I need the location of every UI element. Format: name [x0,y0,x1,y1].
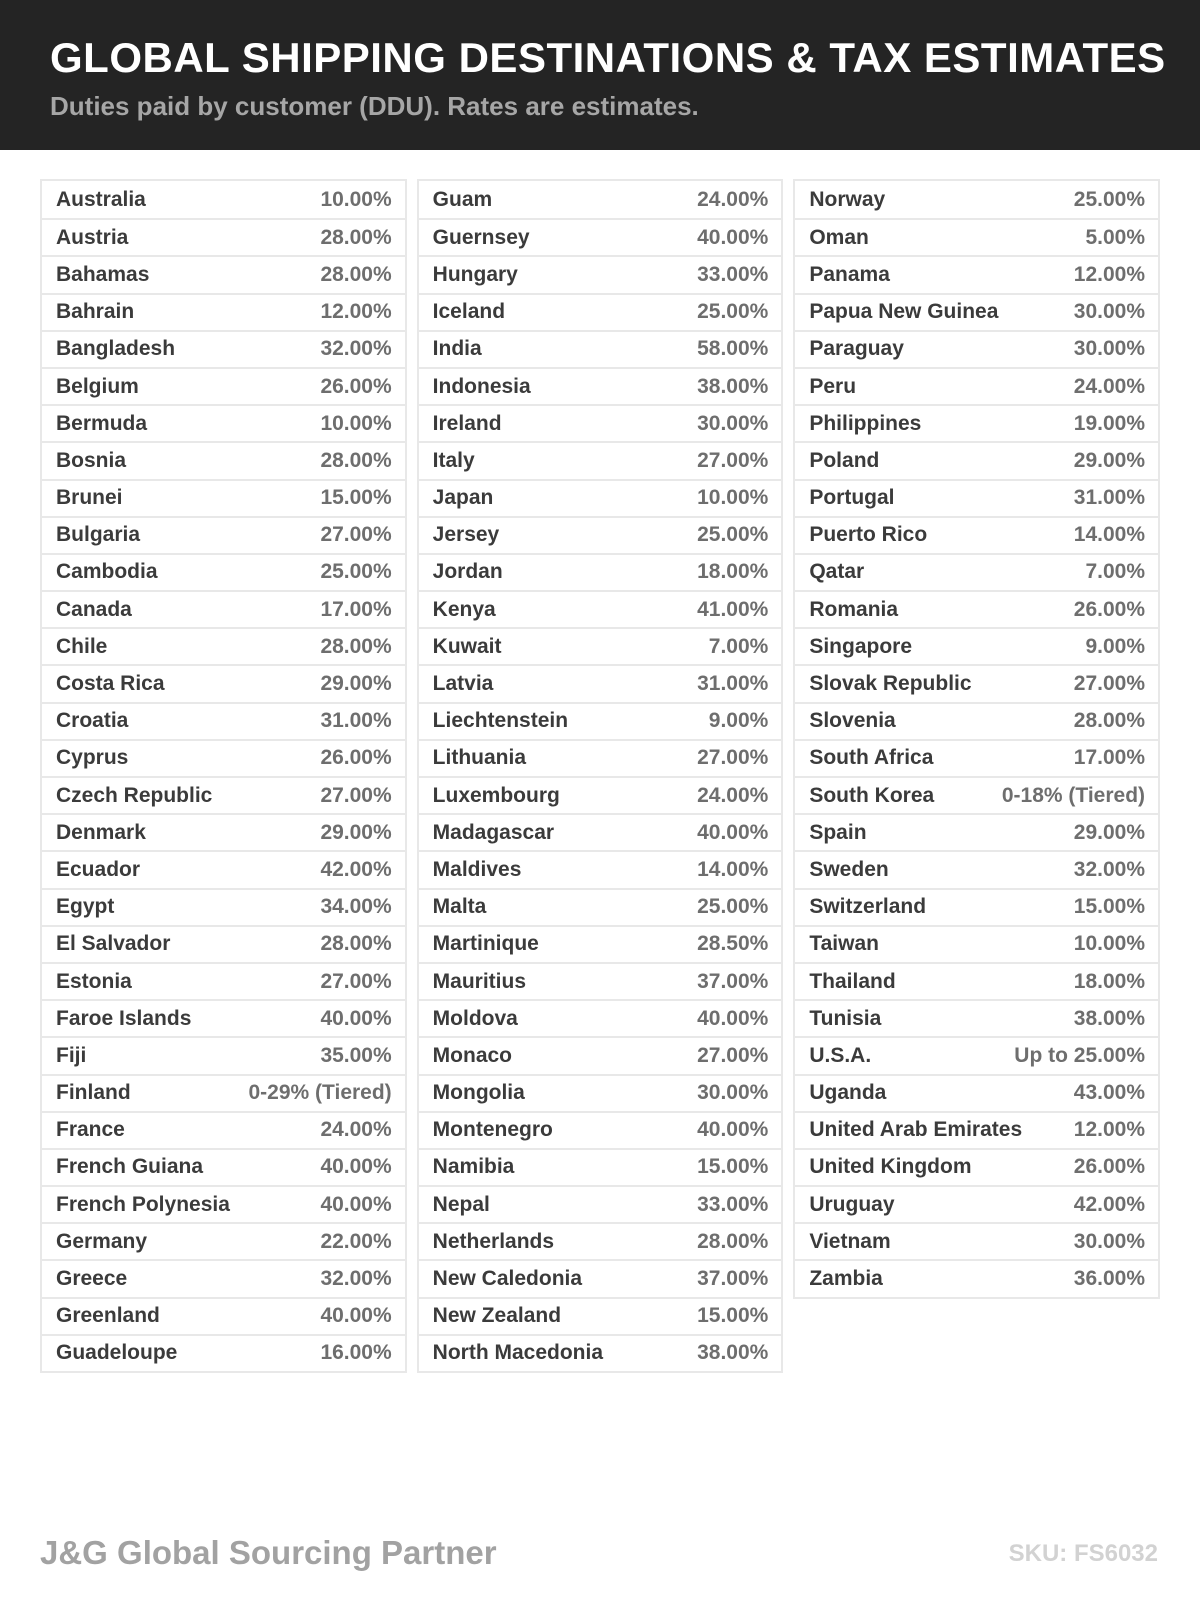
tax-rate-value: 37.00% [697,1267,769,1291]
tax-rate-value: 28.00% [320,634,392,658]
table-row [419,850,782,887]
country-name: Ecuador [56,857,141,881]
tax-rate-value: 32.00% [1073,857,1146,881]
table-row [419,590,782,627]
tax-rate-value: 12.00% [1073,262,1146,286]
table-row [795,776,1158,813]
country-name: Moldova [432,1006,518,1030]
table-row [42,925,405,962]
table-row [419,1111,782,1148]
country-name: Ireland [432,411,502,435]
tax-rate-value: 40.00% [697,225,769,249]
country-name: Bangladesh [56,337,176,361]
page-subtitle: Duties paid by customer (DDU). Rates are estimates. [50,91,699,121]
table-row [419,925,782,962]
tax-rate-value: 29.00% [320,672,392,696]
tax-rate-value: 33.00% [697,262,769,286]
table-row [795,627,1158,664]
table-row [42,1036,405,1073]
tax-rate-value: 32.00% [320,337,392,361]
tax-rate-value: 28.50% [697,932,769,956]
table-row [795,181,1158,218]
tax-rate-value: 28.00% [320,225,392,249]
tax-rate-value: 38.00% [1073,1006,1146,1030]
country-name: Tunisia [809,1006,882,1030]
tax-rate-value: 30.00% [1073,300,1146,324]
table-row [42,664,405,701]
table-row [419,1036,782,1073]
tax-rate-value: 25.00% [320,560,392,584]
table-row [42,181,405,218]
table-row [795,479,1158,516]
tax-rate-value: 28.00% [1073,709,1146,733]
table-row [795,1222,1158,1259]
country-name: French Polynesia [56,1192,230,1216]
country-name: Puerto Rico [809,523,928,547]
tax-rate-value: 38.00% [697,374,769,398]
country-name: Chile [56,634,108,658]
table-row [795,330,1158,367]
tax-rate-value: 30.00% [697,411,769,435]
table-row [795,516,1158,553]
tax-rate-value: 26.00% [320,746,392,770]
table-row [795,1036,1158,1073]
tax-rate-value: 15.00% [697,1304,769,1328]
country-name: Vietnam [809,1229,891,1253]
table-row [42,330,405,367]
table-row [42,1074,405,1111]
country-name: Egypt [56,895,115,919]
table-row [42,1185,405,1222]
page-title: GLOBAL SHIPPING DESTINATIONS & TAX ESTIMATES [50,34,1166,81]
country-name: Greenland [56,1304,160,1328]
table-row [795,850,1158,887]
table-row [419,1334,782,1371]
rates-column-1 [40,179,407,1373]
table-row [795,441,1158,478]
table-row [795,999,1158,1036]
tax-rate-value: Up to 25.00% [1014,1043,1146,1067]
country-name: Monaco [432,1043,513,1067]
table-row [419,181,782,218]
tax-rate-value: 24.00% [697,187,769,211]
tax-rate-value: 27.00% [320,523,392,547]
country-name: Slovenia [809,709,896,733]
table-row [795,739,1158,776]
country-name: Sweden [809,857,889,881]
country-name: Bosnia [56,448,127,472]
table-row [42,1297,405,1334]
country-name: Latvia [432,672,494,696]
tax-rate-value: 10.00% [1073,932,1146,956]
table-row [42,962,405,999]
tax-rate-value: 32.00% [320,1267,392,1291]
tax-rate-value: 26.00% [320,374,392,398]
tax-rate-value: 30.00% [697,1081,769,1105]
country-name: Philippines [809,411,922,435]
tax-rate-value: 9.00% [708,709,769,733]
tax-rate-value: 31.00% [320,709,392,733]
table-row [42,1111,405,1148]
table-row [419,441,782,478]
country-name: Bermuda [56,411,148,435]
table-row [419,1148,782,1185]
country-name: Germany [56,1229,148,1253]
tax-rate-value: 28.00% [320,262,392,286]
tax-rate-value: 38.00% [697,1341,769,1365]
tax-rate-value: 58.00% [697,337,769,361]
country-name: Liechtenstein [432,709,569,733]
tax-rate-value: 35.00% [320,1043,392,1067]
table-row [795,702,1158,739]
country-name: Italy [432,448,475,472]
table-row [42,1148,405,1185]
tax-rate-value: 27.00% [697,448,769,472]
brand-name: J&G Global Sourcing Partner [40,1534,497,1571]
country-name: North Macedonia [432,1341,604,1365]
country-name: Bahrain [56,300,135,324]
table-row [419,739,782,776]
country-name: Martinique [432,932,539,956]
rates-column-3 [793,179,1160,1299]
country-name: Portugal [809,486,895,510]
tax-rate-value: 29.00% [1073,448,1146,472]
tax-rate-value: 18.00% [697,560,769,584]
table-row [419,255,782,292]
country-name: Finland [56,1081,131,1105]
country-name: Austria [56,225,129,249]
country-name: Nepal [432,1192,490,1216]
country-name: French Guiana [56,1155,204,1179]
tax-rate-value: 36.00% [1073,1267,1146,1291]
country-name: Denmark [56,820,146,844]
tax-rate-value: 28.00% [320,932,392,956]
country-name: Peru [809,374,857,398]
country-name: Netherlands [432,1229,555,1253]
country-name: Uganda [809,1081,887,1105]
country-name: Canada [56,597,132,621]
tax-rate-value: 22.00% [320,1229,392,1253]
tax-rate-value: 27.00% [320,783,392,807]
table-row [419,962,782,999]
table-row [42,479,405,516]
tax-rate-value: 10.00% [697,486,769,510]
table-row [419,1222,782,1259]
country-name: Belgium [56,374,139,398]
country-name: Qatar [809,560,865,584]
country-name: Mongolia [432,1081,525,1105]
table-row [795,553,1158,590]
table-row [795,590,1158,627]
table-row [42,404,405,441]
tax-rate-value: 9.00% [1085,634,1146,658]
table-row [419,218,782,255]
country-name: Panama [809,262,890,286]
country-name: South Korea [809,783,935,807]
tax-rate-value: 7.00% [708,634,769,658]
table-row [419,404,782,441]
tax-rate-value: 30.00% [1073,1229,1146,1253]
tax-rate-value: 29.00% [1073,820,1146,844]
table-row [42,218,405,255]
country-name: Oman [809,225,869,249]
tax-rate-value: 34.00% [320,895,392,919]
tax-rate-value: 12.00% [320,300,392,324]
tax-rate-value: 26.00% [1073,597,1146,621]
country-name: Uruguay [809,1192,895,1216]
tax-rate-value: 25.00% [697,300,769,324]
tax-rate-value: 42.00% [320,857,392,881]
table-row [42,813,405,850]
table-row [795,1259,1158,1296]
table-row [795,367,1158,404]
table-row [419,776,782,813]
tax-rate-value: 14.00% [1073,523,1146,547]
country-name: Zambia [809,1267,883,1291]
table-row [42,1334,405,1371]
table-row [42,888,405,925]
tax-rate-value: 5.00% [1085,225,1146,249]
country-name: New Zealand [432,1304,562,1328]
table-row [42,702,405,739]
table-row [419,1259,782,1296]
table-row [795,664,1158,701]
table-row [419,999,782,1036]
country-name: Thailand [809,969,896,993]
country-name: South Africa [809,746,934,770]
country-name: Luxembourg [432,783,560,807]
tax-rate-value: 27.00% [697,746,769,770]
tax-rate-value: 15.00% [697,1155,769,1179]
country-name: Cyprus [56,746,129,770]
tax-rate-value: 27.00% [697,1043,769,1067]
table-row [795,1148,1158,1185]
country-name: Malta [432,895,487,919]
table-row [42,255,405,292]
country-name: Maldives [432,857,522,881]
country-name: Australia [56,187,146,211]
country-name: Taiwan [809,932,879,956]
country-name: Czech Republic [56,783,213,807]
country-name: Romania [809,597,899,621]
country-name: U.S.A. [809,1043,872,1067]
table-row [795,255,1158,292]
country-name: Madagascar [432,820,555,844]
tax-rate-value: 40.00% [697,1118,769,1142]
tax-rate-value: 40.00% [697,1006,769,1030]
table-row [795,1185,1158,1222]
country-name: Slovak Republic [809,672,972,696]
tax-rate-value: 40.00% [320,1006,392,1030]
table-row [42,999,405,1036]
country-name: Mauritius [432,969,527,993]
table-row [419,1074,782,1111]
country-name: Brunei [56,486,123,510]
table-row [42,553,405,590]
tax-rate-value: 24.00% [320,1118,392,1142]
rates-column-2 [417,179,784,1373]
table-row [419,888,782,925]
tax-rate-value: 33.00% [697,1192,769,1216]
country-name: Indonesia [432,374,531,398]
tax-rate-value: 40.00% [320,1192,392,1216]
tax-rate-value: 12.00% [1073,1118,1146,1142]
country-name: United Kingdom [809,1155,972,1179]
table-row [42,516,405,553]
tax-rate-value: 17.00% [1073,746,1146,770]
tax-rate-value: 10.00% [320,411,392,435]
tax-rate-value: 17.00% [320,597,392,621]
country-name: United Arab Emirates [809,1118,1023,1142]
country-name: Guernsey [432,225,530,249]
table-row [42,739,405,776]
tax-rate-value: 31.00% [1073,486,1146,510]
tax-rate-value: 27.00% [1073,672,1146,696]
country-name: Norway [809,187,886,211]
table-row [795,813,1158,850]
country-name: Poland [809,448,880,472]
table-row [795,404,1158,441]
tax-rate-value: 24.00% [1073,374,1146,398]
tax-rate-value: 25.00% [697,523,769,547]
tax-rate-value: 19.00% [1073,411,1146,435]
tax-rate-value: 0-18% (Tiered) [1001,783,1146,807]
country-name: India [432,337,482,361]
tax-rate-value: 25.00% [697,895,769,919]
table-row [42,1259,405,1296]
page-header [0,0,1200,150]
country-name: Cambodia [56,560,158,584]
tax-rate-value: 42.00% [1073,1192,1146,1216]
tax-rate-value: 25.00% [1073,187,1146,211]
country-name: Singapore [809,634,913,658]
country-name: Bulgaria [56,523,141,547]
table-row [795,925,1158,962]
tax-rate-value: 24.00% [697,783,769,807]
table-row [419,330,782,367]
tax-rate-value: 15.00% [1073,895,1146,919]
country-name: Kuwait [432,634,502,658]
tax-rate-value: 16.00% [320,1341,392,1365]
country-name: Guadeloupe [56,1341,178,1365]
table-row [42,293,405,330]
sku-label: SKU: FS6032 [1008,1540,1158,1567]
tax-rate-value: 0-29% (Tiered) [248,1081,392,1105]
table-row [419,516,782,553]
country-name: Japan [432,486,494,510]
tax-rate-value: 29.00% [320,820,392,844]
tax-rate-value: 40.00% [320,1304,392,1328]
tax-rate-value: 31.00% [697,672,769,696]
country-name: El Salvador [56,932,171,956]
page-footer [40,1534,1158,1572]
country-name: Switzerland [809,895,927,919]
tax-rate-value: 26.00% [1073,1155,1146,1179]
table-row [42,590,405,627]
country-name: Bahamas [56,262,150,286]
country-name: Jordan [432,560,503,584]
table-row [795,962,1158,999]
tax-rate-value: 30.00% [1073,337,1146,361]
table-row [42,441,405,478]
country-name: Papua New Guinea [809,300,999,324]
table-row [42,1222,405,1259]
country-name: Spain [809,820,867,844]
country-name: Estonia [56,969,132,993]
table-row [419,627,782,664]
table-row [419,702,782,739]
table-row [42,776,405,813]
country-name: Hungary [432,262,518,286]
tax-rate-tables [40,179,1160,1373]
country-name: New Caledonia [432,1267,583,1291]
country-name: Faroe Islands [56,1006,192,1030]
country-name: Namibia [432,1155,515,1179]
table-row [419,553,782,590]
table-row [419,367,782,404]
table-row [42,850,405,887]
tax-rate-value: 14.00% [697,857,769,881]
table-row [42,627,405,664]
country-name: Croatia [56,709,129,733]
table-row [795,1111,1158,1148]
tax-rate-value: 40.00% [320,1155,392,1179]
table-row [795,888,1158,925]
tax-rate-value: 7.00% [1085,560,1146,584]
table-row [419,293,782,330]
tax-rate-value: 28.00% [320,448,392,472]
country-name: Jersey [432,523,500,547]
country-name: Paraguay [809,337,904,361]
tax-rate-value: 41.00% [697,597,769,621]
country-name: Kenya [432,597,496,621]
table-row [419,479,782,516]
country-name: Lithuania [432,746,527,770]
tax-rate-value: 18.00% [1073,969,1146,993]
tax-rate-value: 37.00% [697,969,769,993]
country-name: Greece [56,1267,128,1291]
tax-rate-value: 27.00% [320,969,392,993]
country-name: Guam [432,187,493,211]
tax-rate-value: 28.00% [697,1229,769,1253]
table-row [795,218,1158,255]
table-row [419,1185,782,1222]
country-name: Costa Rica [56,672,165,696]
country-name: Montenegro [432,1118,553,1142]
table-row [42,367,405,404]
table-row [419,664,782,701]
table-row [795,293,1158,330]
tax-rate-value: 40.00% [697,820,769,844]
table-row [419,813,782,850]
tax-rate-value: 15.00% [320,486,392,510]
country-name: Fiji [56,1043,87,1067]
country-name: France [56,1118,125,1142]
tax-rate-value: 10.00% [320,187,392,211]
table-row [795,1074,1158,1111]
tax-rate-value: 43.00% [1073,1081,1146,1105]
country-name: Iceland [432,300,506,324]
table-row [419,1297,782,1334]
